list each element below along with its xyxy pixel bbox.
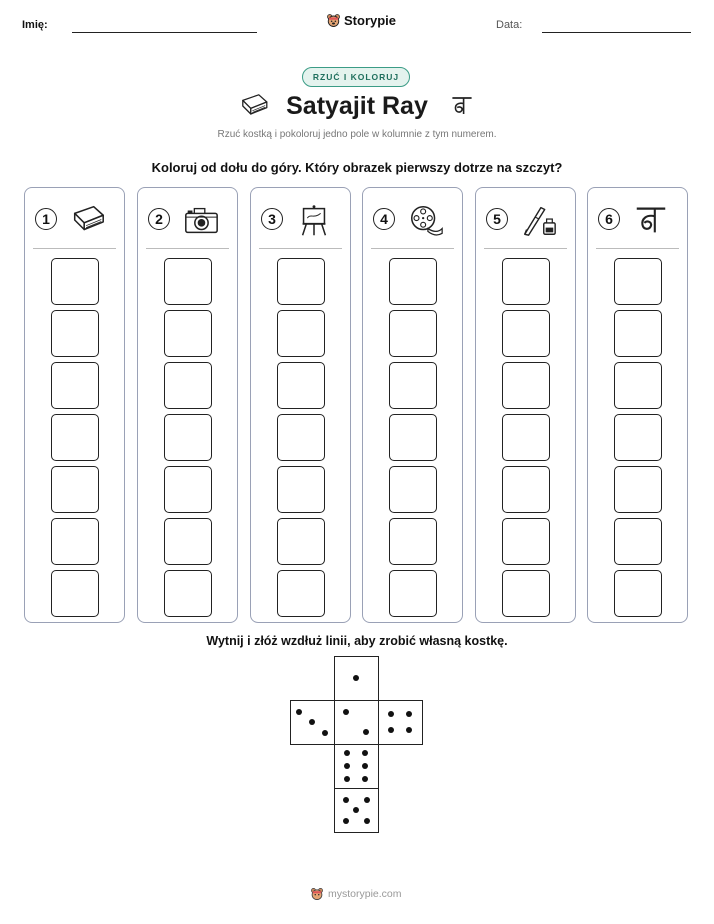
camera-icon: [182, 202, 220, 238]
color-cell[interactable]: [277, 518, 325, 565]
activity-badge: RZUĆ I KOLORUJ: [302, 67, 410, 87]
color-cell[interactable]: [277, 570, 325, 617]
column-5: [475, 187, 576, 623]
bengali-letter-icon: [632, 202, 670, 238]
color-cell[interactable]: [389, 570, 437, 617]
color-cell[interactable]: [164, 310, 212, 357]
color-cell[interactable]: [502, 570, 550, 617]
date-field[interactable]: [542, 32, 691, 33]
column-number: 3: [261, 208, 283, 230]
color-cell[interactable]: [51, 518, 99, 565]
color-cell[interactable]: [502, 258, 550, 305]
dice-pip: [344, 763, 350, 769]
column-3: [250, 187, 351, 623]
color-cell[interactable]: [277, 414, 325, 461]
color-cell[interactable]: [164, 414, 212, 461]
footer: [310, 887, 402, 901]
color-cell[interactable]: [614, 310, 662, 357]
dice-pip: [344, 776, 350, 782]
dice-pip: [343, 797, 349, 803]
color-cell[interactable]: [614, 570, 662, 617]
column-number: 6: [598, 208, 620, 230]
column-2: [137, 187, 238, 623]
dice-pip: [406, 727, 412, 733]
color-cell[interactable]: [164, 570, 212, 617]
dice-face-right: [378, 700, 423, 745]
dice-pip: [362, 750, 368, 756]
page-title: Satyajit Ray: [286, 92, 428, 120]
dice-pip: [363, 729, 369, 735]
dice-pip: [343, 818, 349, 824]
column-divider: [33, 248, 116, 249]
column-divider: [596, 248, 679, 249]
color-cell[interactable]: [277, 258, 325, 305]
dice-face-lower: [334, 744, 379, 789]
cut-instruction: Wytnij i złóż wzdłuż linii, aby zrobić własną kostkę.: [206, 634, 508, 648]
color-cell[interactable]: [389, 518, 437, 565]
dice-pip: [362, 776, 368, 782]
color-cell[interactable]: [164, 258, 212, 305]
name-field[interactable]: [72, 32, 257, 33]
color-cell[interactable]: [502, 310, 550, 357]
bear-mascot-icon: [310, 887, 324, 901]
instruction: Koloruj od dołu do góry. Który obrazek pierwszy dotrze na szczyt?: [151, 160, 563, 175]
subtitle: Rzuć kostką i pokoloruj jedno pole w kolumnie z tym numerem.: [217, 129, 497, 140]
easel-icon: [295, 202, 333, 238]
dice-face-bottom: [334, 788, 379, 833]
color-cell[interactable]: [51, 310, 99, 357]
color-cell[interactable]: [389, 466, 437, 513]
dice-face-top: [334, 656, 379, 701]
color-cell[interactable]: [502, 414, 550, 461]
column-divider: [484, 248, 567, 249]
color-cell[interactable]: [389, 310, 437, 357]
dice-pip: [362, 763, 368, 769]
color-cell[interactable]: [51, 466, 99, 513]
color-cell[interactable]: [389, 414, 437, 461]
column-number: 2: [148, 208, 170, 230]
dice-face-center: [334, 700, 379, 745]
footer-url: mystorypie.com: [328, 888, 402, 900]
color-cell[interactable]: [51, 362, 99, 409]
column-divider: [371, 248, 454, 249]
column-number: 5: [486, 208, 508, 230]
dice-pip: [343, 709, 349, 715]
dice-pip: [388, 711, 394, 717]
color-cell[interactable]: [164, 518, 212, 565]
brand-name: Storypie: [344, 13, 397, 28]
color-cell[interactable]: [51, 258, 99, 305]
color-cell[interactable]: [51, 570, 99, 617]
dice-pip: [406, 711, 412, 717]
color-cell[interactable]: [277, 466, 325, 513]
column-divider: [259, 248, 342, 249]
date-label: Data:: [496, 19, 523, 31]
color-cell[interactable]: [502, 466, 550, 513]
dice-pip: [364, 818, 370, 824]
dice-pip: [353, 807, 359, 813]
dice-pip: [296, 709, 302, 715]
book-icon: [69, 202, 107, 238]
dice-face-left: [290, 700, 335, 745]
bengali-letter-icon: [450, 94, 474, 118]
color-cell[interactable]: [614, 258, 662, 305]
column-1: [24, 187, 125, 623]
dice-pip: [309, 719, 315, 725]
color-cell[interactable]: [389, 258, 437, 305]
color-cell[interactable]: [614, 362, 662, 409]
dice-pip: [364, 797, 370, 803]
storypie-logo: [326, 13, 396, 28]
bear-mascot-icon: [326, 13, 341, 28]
color-cell[interactable]: [614, 518, 662, 565]
color-cell[interactable]: [614, 466, 662, 513]
name-label: Imię:: [22, 19, 48, 31]
film-reel-icon: [407, 202, 445, 238]
dice-pip: [353, 675, 359, 681]
color-cell[interactable]: [164, 466, 212, 513]
column-6: [587, 187, 688, 623]
column-number: 4: [373, 208, 395, 230]
color-cell[interactable]: [277, 362, 325, 409]
color-cell[interactable]: [277, 310, 325, 357]
color-cell[interactable]: [502, 362, 550, 409]
dice-pip: [322, 730, 328, 736]
color-cell[interactable]: [502, 518, 550, 565]
column-number: 1: [35, 208, 57, 230]
color-cell[interactable]: [51, 414, 99, 461]
pen-and-ink-icon: [520, 202, 558, 238]
dice-pip: [388, 727, 394, 733]
color-cell[interactable]: [164, 362, 212, 409]
column-divider: [146, 248, 229, 249]
column-4: [362, 187, 463, 623]
dice-pip: [344, 750, 350, 756]
color-cell[interactable]: [614, 414, 662, 461]
color-cell[interactable]: [389, 362, 437, 409]
